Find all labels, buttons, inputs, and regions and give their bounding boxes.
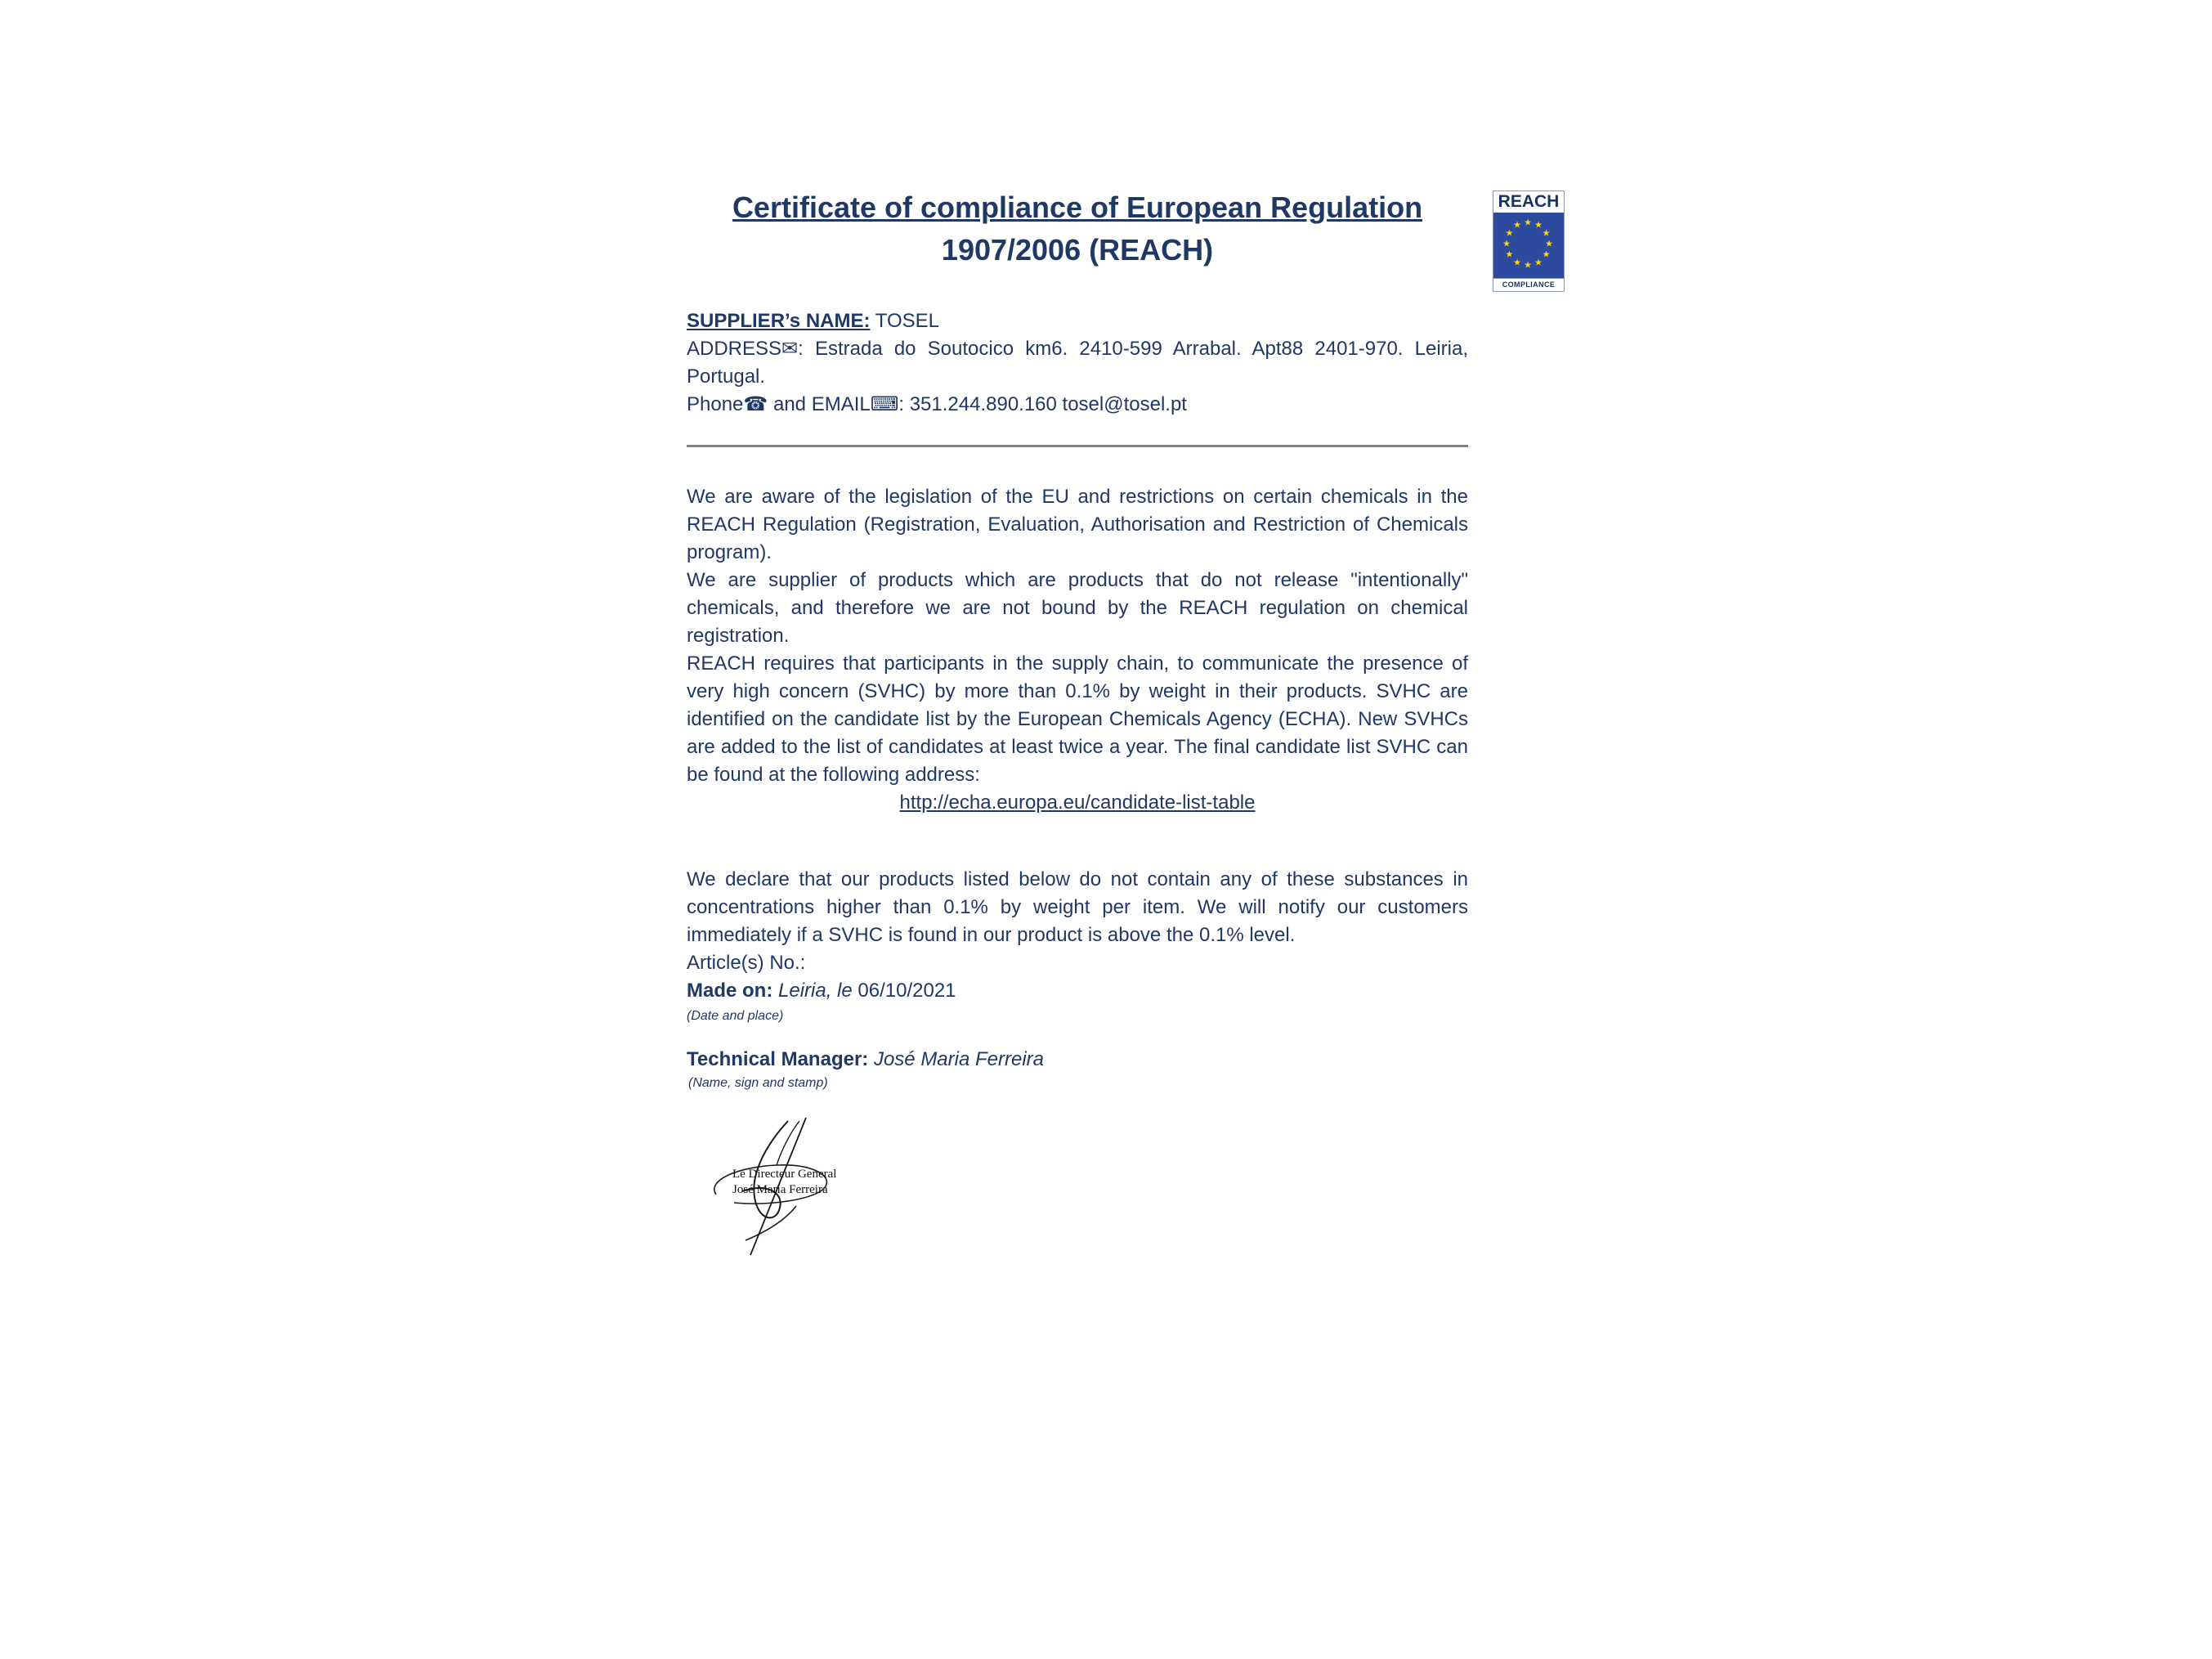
- certificate-body: [687, 186, 1468, 1263]
- eu-star-icon: ★: [1542, 228, 1551, 239]
- eu-star-icon: ★: [1505, 228, 1514, 239]
- name-sign-stamp-caption: (Name, sign and stamp): [688, 1076, 828, 1090]
- eu-star-icon: ★: [1513, 258, 1521, 268]
- phone-label: Phone: [687, 393, 744, 415]
- paragraph-supplier-statement: We are supplier of products which are products that do not release "intentionally" chemicals, and therefore we are not bound by the REACH regulation on chemical registration.: [687, 569, 1468, 647]
- supplier-name-value: TOSEL: [875, 310, 939, 332]
- phone-email-value: : 351.244.890.160 tosel@tosel.pt: [898, 393, 1187, 415]
- signature-text-line1: Le Directeur General: [732, 1168, 837, 1181]
- address-value: : Estrada do Soutocico km6. 2410-599 Arrabal. Apt88 2401-970. Leiria, Portugal.: [687, 338, 1468, 388]
- reach-logo-compliance-label: COMPLIANCE: [1493, 278, 1564, 291]
- candidate-list-link[interactable]: http://echa.europa.eu/candidate-list-table: [899, 791, 1256, 814]
- paragraph-svhc-requirement: REACH requires that participants in the supply chain, to communicate the presence of very high concern (SVHC) by more than 0.1% by weight in their products. SVHC are identified on the candidate list by the European Chemicals Agency (ECHA). New SVHCs are added to the list of candidates at least twice a year. The final candidate list SVHC can be found at the following address:: [687, 652, 1468, 786]
- reach-compliance-logo: [1493, 191, 1565, 292]
- phone-email-line: [687, 391, 1468, 419]
- eu-star-icon: ★: [1542, 249, 1551, 260]
- phone-icon: ☎: [743, 393, 768, 415]
- supplier-name-line: [687, 307, 1468, 335]
- supplier-name-label: SUPPLIER’s NAME:: [687, 310, 871, 332]
- eu-star-icon: ★: [1524, 217, 1532, 228]
- candidate-list-link-row: [687, 789, 1468, 817]
- made-on-place: Leiria, le: [778, 980, 853, 1002]
- made-on-label: Made on:: [687, 980, 773, 1002]
- signature-text: [732, 1167, 836, 1198]
- reach-logo-title: REACH: [1493, 191, 1564, 213]
- date-place-caption: (Date and place): [687, 1009, 784, 1023]
- eu-star-icon: ★: [1524, 260, 1532, 271]
- address-label: ADDRESS: [687, 338, 782, 360]
- article-number-label: Article(s) No.:: [687, 952, 806, 974]
- eu-star-icon: ★: [1513, 220, 1521, 231]
- signature-stamp: [692, 1116, 904, 1263]
- envelope-icon: ✉: [781, 338, 799, 360]
- email-label: and EMAIL: [772, 393, 871, 415]
- technical-manager-line: [687, 1046, 1468, 1074]
- eu-star-icon: ★: [1534, 220, 1543, 231]
- page-title-line2: 1907/2006 (REACH): [941, 233, 1214, 267]
- computer-icon: ⌨: [870, 393, 899, 415]
- paragraph-declaration: We declare that our products listed below do not contain any of these substances in concentrations higher than 0.1% by weight per item. We will notify our customers immediately if a SVHC is found in our product is above the 0.1% level.: [687, 868, 1468, 946]
- paragraph-reach-awareness: We are aware of the legislation of the EU and restrictions on certain chemicals in the REACH Regulation (Registration, Evaluation, Authorisation and Restriction of Chemicals program).: [687, 486, 1468, 563]
- supplier-address-line: [687, 335, 1468, 391]
- made-on-line: [687, 977, 1468, 1005]
- page-title-line1: Certificate of compliance of European Regulation: [732, 191, 1423, 224]
- technical-manager-label: Technical Manager:: [687, 1048, 869, 1070]
- eu-star-icon: ★: [1534, 258, 1543, 268]
- eu-stars-field: [1493, 213, 1564, 278]
- signature-text-line2: José Maria Ferreira: [732, 1183, 828, 1196]
- eu-star-icon: ★: [1502, 239, 1511, 249]
- eu-star-icon: ★: [1545, 239, 1553, 249]
- eu-star-icon: ★: [1505, 249, 1514, 260]
- section-divider: [687, 445, 1468, 447]
- page-title: [687, 186, 1468, 271]
- made-on-date: 06/10/2021: [857, 980, 956, 1002]
- technical-manager-name: José Maria Ferreira: [873, 1048, 1045, 1070]
